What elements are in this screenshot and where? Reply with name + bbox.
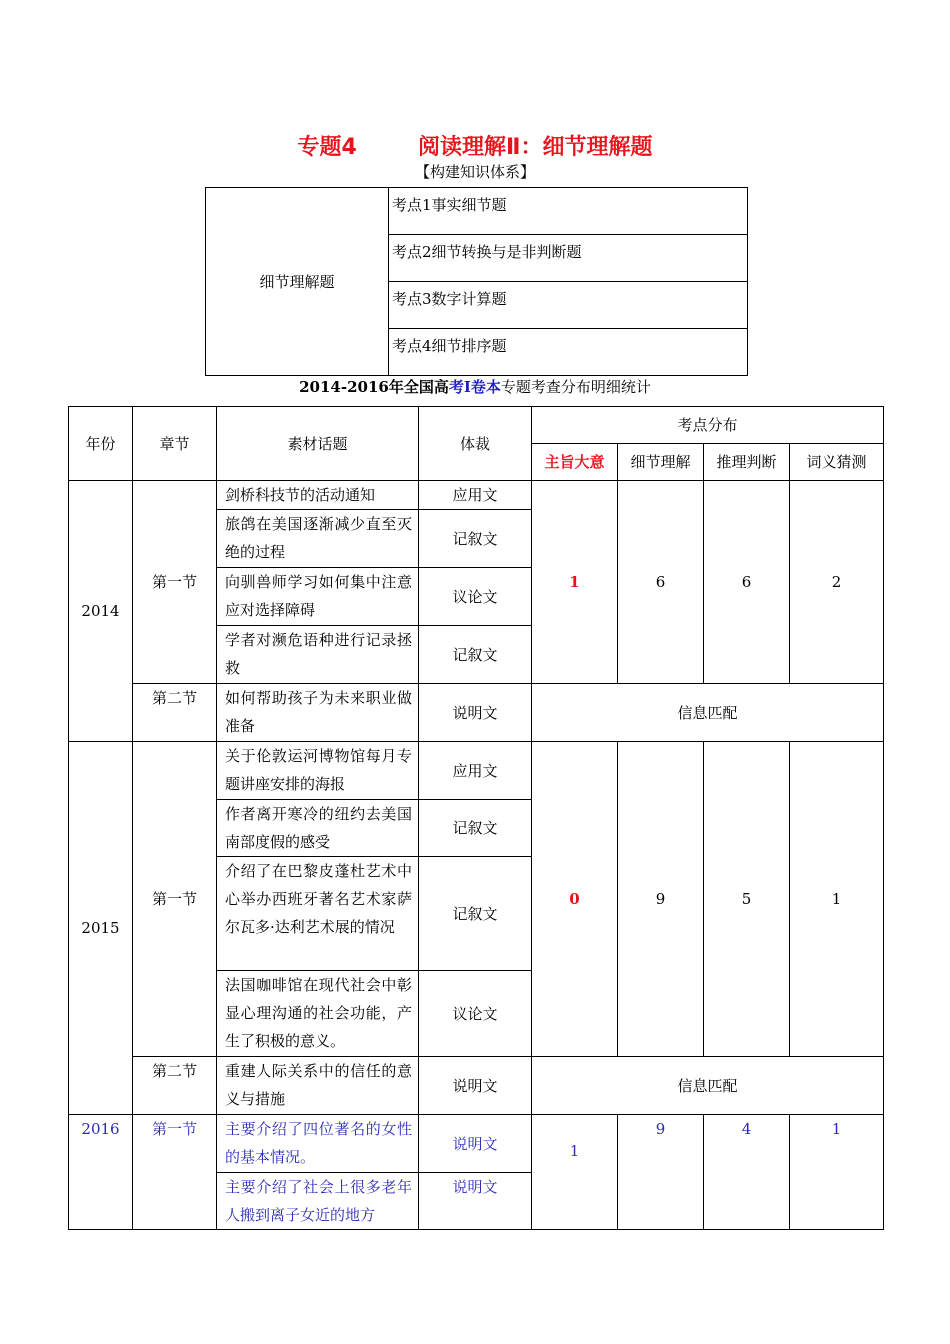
genre-cell: 议论文 bbox=[419, 568, 532, 626]
year-2015: 2015 bbox=[69, 742, 133, 1115]
topic-cell: 主要介绍了社会上很多老年人搬到离子女近的地方 bbox=[217, 1173, 419, 1230]
section-2015-2: 第二节 bbox=[133, 1057, 217, 1115]
topic-cell: 法国咖啡馆在现代社会中彰显心理沟通的社会功能，产生了积极的意义。 bbox=[217, 971, 419, 1057]
header-section: 章节 bbox=[133, 407, 217, 481]
header-topic: 素材话题 bbox=[217, 407, 419, 481]
knowledge-point: 考点2细节转换与是非判断题 bbox=[389, 235, 748, 282]
topic-cell: 介绍了在巴黎皮蓬杜艺术中心举办西班牙著名艺术家萨尔瓦多·达利艺术展的情况 bbox=[217, 857, 419, 971]
knowledge-point: 考点3数字计算题 bbox=[389, 282, 748, 329]
genre-cell: 议论文 bbox=[419, 971, 532, 1057]
count-inference-2016: 4 bbox=[704, 1115, 790, 1230]
genre-cell: 应用文 bbox=[419, 481, 532, 510]
count-detail-2014: 6 bbox=[618, 481, 704, 684]
genre-cell: 应用文 bbox=[419, 742, 532, 800]
section-2015-1: 第一节 bbox=[133, 742, 217, 1057]
knowledge-table bbox=[205, 187, 748, 376]
header-distribution: 考点分布 bbox=[532, 407, 884, 444]
count-main-idea-2014: 1 bbox=[532, 481, 618, 684]
count-inference-2014: 6 bbox=[704, 481, 790, 684]
section-2014-2: 第二节 bbox=[133, 684, 217, 742]
section-subtitle: 【构建知识体系】 bbox=[414, 163, 535, 181]
header-main-idea: 主旨大意 bbox=[532, 444, 618, 481]
knowledge-category: 细节理解题 bbox=[206, 188, 389, 376]
topic-cell: 如何帮助孩子为未来职业做准备 bbox=[217, 684, 419, 742]
section-2014-1: 第一节 bbox=[133, 481, 217, 684]
year-2016: 2016 bbox=[69, 1115, 133, 1230]
header-genre: 体裁 bbox=[419, 407, 532, 481]
stats-title bbox=[0, 376, 950, 397]
count-vocab-2016: 1 bbox=[790, 1115, 884, 1230]
year-2014: 2014 bbox=[69, 481, 133, 742]
stats-title-part2: 考Ⅰ卷本 bbox=[448, 378, 501, 396]
topic-cell: 作者离开寒冷的纽约去美国南部度假的感受 bbox=[217, 800, 419, 857]
count-main-idea-2016: 1 bbox=[532, 1115, 618, 1230]
header-detail: 细节理解 bbox=[618, 444, 704, 481]
topic-cell: 向驯兽师学习如何集中注意应对选择障碍 bbox=[217, 568, 419, 626]
count-inference-2015: 5 bbox=[704, 742, 790, 1057]
genre-cell: 记叙文 bbox=[419, 800, 532, 857]
stats-title-part1: 2014-2016年全国高 bbox=[299, 378, 449, 396]
genre-cell: 记叙文 bbox=[419, 510, 532, 568]
stats-title-part3: 专题考查分布明细统计 bbox=[500, 378, 651, 396]
topic-cell: 关于伦敦运河博物馆每月专题讲座安排的海报 bbox=[217, 742, 419, 800]
count-detail-2015: 9 bbox=[618, 742, 704, 1057]
stats-table bbox=[68, 406, 884, 1230]
genre-cell: 记叙文 bbox=[419, 626, 532, 684]
distribution-match-2014: 信息匹配 bbox=[532, 684, 884, 742]
genre-cell: 说明文 bbox=[419, 1173, 532, 1230]
topic-cell: 主要介绍了四位著名的女性的基本情况。 bbox=[217, 1115, 419, 1173]
count-vocab-2014: 2 bbox=[790, 481, 884, 684]
count-main-idea-2015: 0 bbox=[532, 742, 618, 1057]
topic-cell: 学者对濒危语种进行记录拯救 bbox=[217, 626, 419, 684]
topic-cell: 旅鸽在美国逐渐减少直至灭绝的过程 bbox=[217, 510, 419, 568]
header-inference: 推理判断 bbox=[704, 444, 790, 481]
genre-cell: 说明文 bbox=[419, 1057, 532, 1115]
section-2016-1: 第一节 bbox=[133, 1115, 217, 1230]
header-vocab: 词义猜测 bbox=[790, 444, 884, 481]
count-detail-2016: 9 bbox=[618, 1115, 704, 1230]
topic-cell: 剑桥科技节的活动通知 bbox=[217, 481, 419, 510]
genre-cell: 记叙文 bbox=[419, 857, 532, 971]
knowledge-point: 考点1事实细节题 bbox=[389, 188, 748, 235]
page-title: 专题4 阅读理解Ⅱ：细节理解题 bbox=[297, 135, 653, 160]
knowledge-point: 考点4细节排序题 bbox=[389, 329, 748, 376]
topic-cell: 重建人际关系中的信任的意义与措施 bbox=[217, 1057, 419, 1115]
distribution-match-2015: 信息匹配 bbox=[532, 1057, 884, 1115]
genre-cell: 说明文 bbox=[419, 684, 532, 742]
header-year: 年份 bbox=[69, 407, 133, 481]
count-vocab-2015: 1 bbox=[790, 742, 884, 1057]
genre-cell: 说明文 bbox=[419, 1115, 532, 1173]
